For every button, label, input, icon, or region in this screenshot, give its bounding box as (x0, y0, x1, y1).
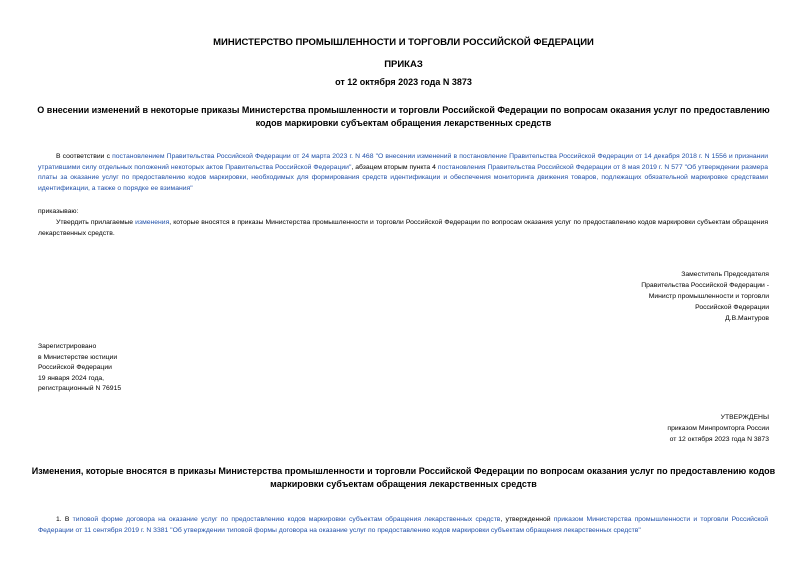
item-1-text-1: 1. В (56, 516, 73, 523)
registration-line: Зарегистрировано (38, 343, 97, 350)
registration-date: 19 января 2024 года, (38, 374, 105, 382)
signature-name: Д.В.Мантуров (725, 315, 769, 322)
preamble-text-1: В соответствии с (56, 153, 113, 160)
contract-form-link[interactable]: типовой форме договора на оказание услуг по предоставлению кодов маркировки субъектам обращения лекарственных средств (72, 516, 501, 523)
approved-line: приказом Минпромторга России (667, 425, 769, 432)
signature-line: Министр промышленности и торговли (648, 293, 769, 300)
order-3381-link[interactable]: приказом Министерства промышленности и торговли Российской Федерации от 11 сентября 2019 г. N 3381 "Об утверждении типовой формы договора на оказание услуг по предоставлению кодов маркировки субъектам обращения лекарственных средств" (38, 516, 769, 534)
ministry-heading: МИНИСТЕРСТВО ПРОМЫШЛЕННОСТИ И ТОРГОВЛИ РОССИЙСКОЙ ФЕДЕРАЦИИ (213, 37, 594, 48)
approve-text-2: , которые вносятся в приказы Министерства промышленности и торговли Российской Федерации по вопросам оказания услуг по предоставлению кодов маркировки субъектам обращения лекарственных средств. (38, 219, 768, 237)
signature-line: Российской Федерации (695, 304, 769, 311)
approved-line: от 12 октября 2023 года N 3873 (669, 436, 769, 443)
resolution-577-link[interactable]: постановления Правительства Российской Федерации от 8 мая 2019 г. N 577 "Об утверждении размера платы за оказание услуг по предоставлению кодов маркировки, необходимых для формирования средств идентификации и обеспечения мониторинга движения товаров, подлежащих обязательной маркировке средствами идентификации, а также о порядке ее взимания" (38, 163, 768, 192)
signature-line: Заместитель Председателя (681, 271, 769, 278)
changes-link[interactable]: изменения (135, 219, 170, 226)
order-word: приказываю: (38, 208, 79, 215)
preamble-text-2: , абзацем вторым пункта 4 (351, 163, 438, 171)
approved-label: УТВЕРЖДЕНЫ (720, 414, 769, 421)
doc-type-heading: ПРИКАЗ (384, 59, 423, 70)
signature-block (641, 269, 769, 324)
approve-text-1: Утвердить прилагаемые (56, 219, 136, 226)
changes-title: Изменения, которые вносятся в приказы Министерства промышленности и торговли Российской Федерации по вопросам оказания услуг по предоставлению кодов маркировки субъектам обращения лекарственных средств (31, 466, 776, 489)
resolution-468-link[interactable]: постановлением Правительства Российской Федерации от 24 марта 2023 г. N 468 "О внесении изменений в постановление Правительства Российской Федерации от 14 декабря 2018 г. N 1556 и признании утратившими силу отдельных положений некоторых актов Правительства Российской Федерации" (38, 153, 769, 171)
registration-line: в Министерстве юстиции (38, 353, 118, 361)
registration-line: Российской Федерации (38, 364, 112, 371)
approved-block (667, 412, 769, 445)
approve-paragraph (38, 218, 768, 239)
preamble-paragraph (38, 152, 768, 194)
item-1-paragraph (38, 515, 768, 536)
registration-number: регистрационный N 76915 (38, 385, 122, 392)
registration-block (38, 342, 121, 395)
item-1-text-2: , утвержденной (500, 516, 554, 523)
signature-line: Правительства Российской Федерации - (641, 282, 769, 289)
document-title: О внесении изменений в некоторые приказы Министерства промышленности и торговли Российской Федерации по вопросам оказания услуг по предоставлению кодов маркировки субъектам обращения лекарственных средств (37, 105, 770, 128)
doc-date-number: от 12 октября 2023 года N 3873 (335, 77, 472, 87)
